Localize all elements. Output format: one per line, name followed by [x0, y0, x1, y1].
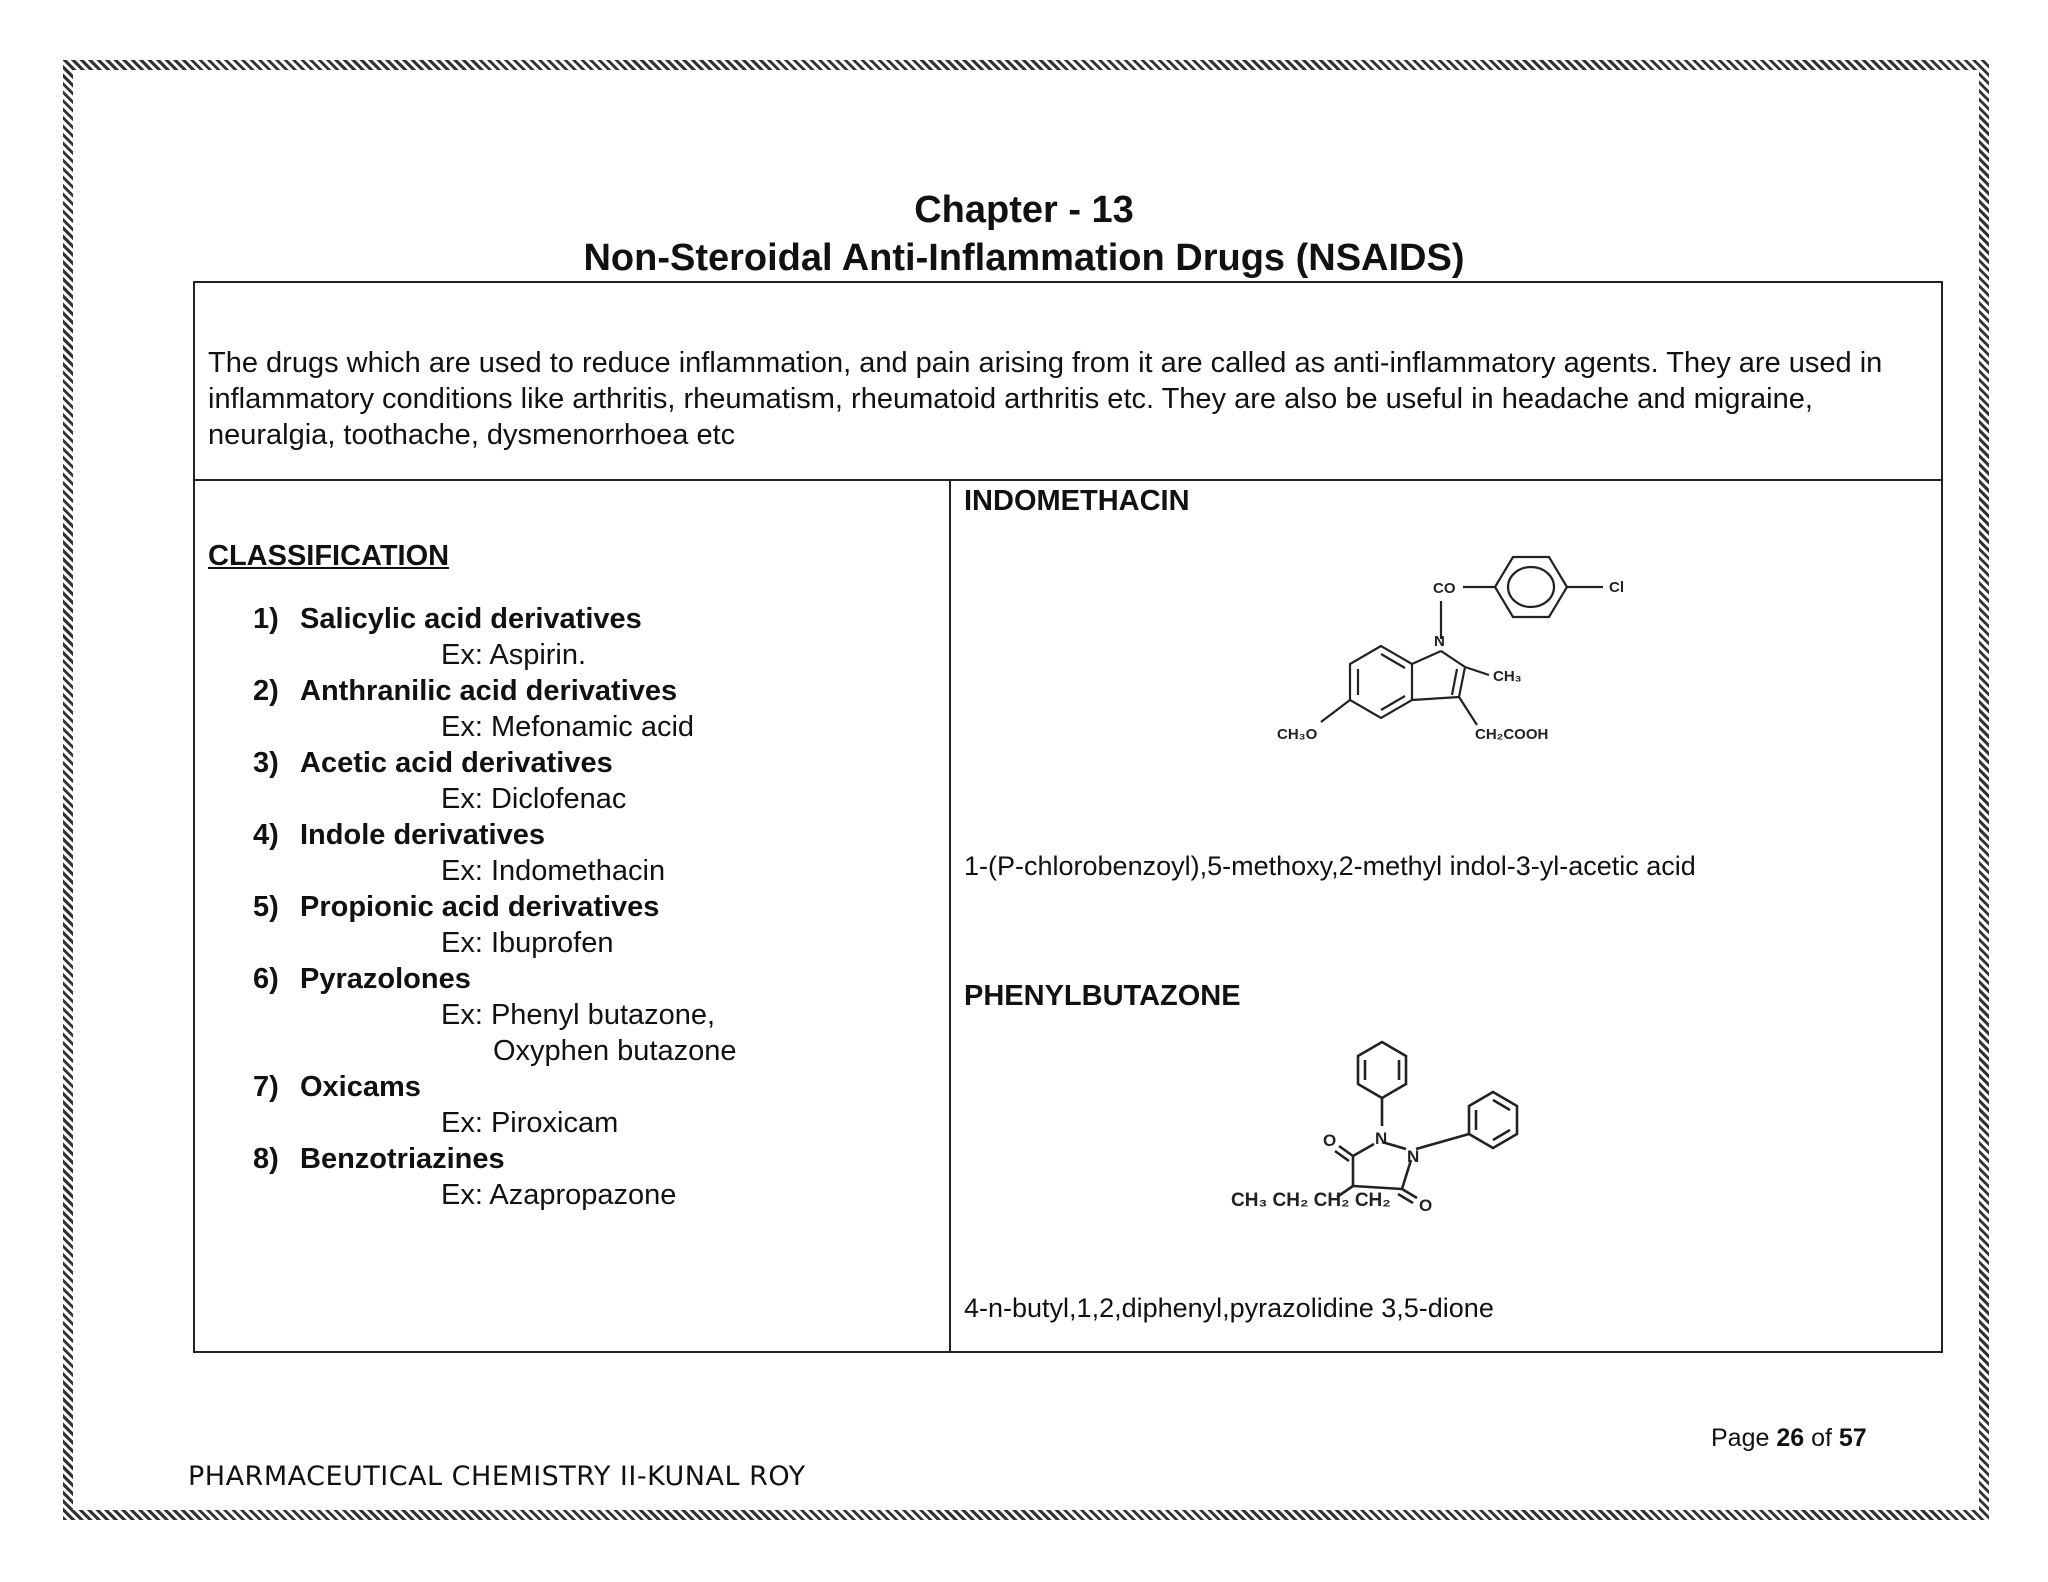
- chapter-title: Non-Steroidal Anti-Inflammation Drugs (NSAIDS): [583, 237, 1465, 279]
- indole-benzene-ring: [1350, 646, 1412, 718]
- ch2cooh-label: CH₂COOH: [1475, 726, 1549, 743]
- ch3-label: CH₃: [1493, 668, 1522, 685]
- item-example: Ex: Phenyl butazone,: [441, 999, 716, 1031]
- item-example-continued: Oxyphen butazone: [493, 1035, 737, 1067]
- item-name: Anthranilic acid derivatives: [300, 675, 678, 707]
- o2-label: O: [1419, 1196, 1433, 1215]
- item-example: Ex: Diclofenac: [441, 783, 627, 815]
- indomethacin-structure: [1231, 549, 1701, 779]
- item-name: Salicylic acid derivatives: [300, 603, 642, 635]
- o1-label: O: [1323, 1131, 1337, 1150]
- book-footer: PHARMACEUTICAL CHEMISTRY II-KUNAL ROY: [188, 1461, 806, 1492]
- classification-list: [253, 601, 736, 1213]
- indomethacin-title: INDOMETHACIN: [964, 485, 1190, 517]
- item-example: Ex: Azapropazone: [441, 1179, 677, 1211]
- page-current: 26: [1776, 1424, 1805, 1452]
- item-number: 4): [253, 819, 279, 851]
- item-example: Ex: Aspirin.: [441, 639, 587, 671]
- item-example: Ex: Ibuprofen: [441, 927, 614, 959]
- n-label: N: [1434, 633, 1445, 650]
- item-number: 7): [253, 1071, 279, 1103]
- item-number: 8): [253, 1143, 279, 1175]
- ch3o-label: CH₃O: [1277, 726, 1318, 743]
- item-name: Oxicams: [300, 1071, 421, 1103]
- n1-label: N: [1375, 1129, 1388, 1148]
- list-item: [253, 1069, 736, 1141]
- co-label: CO: [1433, 580, 1456, 597]
- list-item: [253, 961, 736, 1069]
- item-example: Ex: Indomethacin: [441, 855, 666, 887]
- intro-cell: [195, 283, 1941, 481]
- item-example: Ex: Mefonamic acid: [441, 711, 695, 743]
- item-name: Benzotriazines: [300, 1143, 505, 1175]
- list-item: [253, 1141, 736, 1213]
- list-item: [253, 889, 736, 961]
- page-of: of: [1804, 1424, 1839, 1452]
- item-name: Propionic acid derivatives: [300, 891, 660, 923]
- item-name: Indole derivatives: [300, 819, 545, 851]
- item-number: 3): [253, 747, 279, 779]
- item-number: 6): [253, 963, 279, 995]
- item-example: Ex: Piroxicam: [441, 1107, 619, 1139]
- item-name: Pyrazolones: [300, 963, 471, 995]
- intro-text: The drugs which are used to reduce inflammation, and pain arising from it are called as anti-inflammatory agents. They are used in inflammatory conditions like arthritis, rheumatism, rheumatoid arthritis etc. They are also be useful in headache and migraine, neuralgia, toothache, dysmenorrhoea etc: [208, 347, 1883, 451]
- list-item: [253, 745, 736, 817]
- item-number: 2): [253, 675, 279, 707]
- chapter-label: Chapter - 13: [914, 189, 1134, 231]
- phenylbutazone-title: PHENYLBUTAZONE: [964, 980, 1241, 1012]
- list-item: [253, 817, 736, 889]
- n2-label: N: [1407, 1147, 1420, 1166]
- list-item: [253, 601, 736, 673]
- butyl-chain-label: CH₃ CH₂ CH₂ CH₂: [1231, 1190, 1391, 1211]
- content-table: [193, 281, 1943, 1353]
- classification-cell: [195, 481, 951, 1351]
- phenylbutazone-structure: [1231, 1036, 1611, 1256]
- page-title: [0, 186, 2048, 282]
- page-number: [1711, 1424, 1867, 1453]
- list-item: [253, 673, 736, 745]
- item-number: 5): [253, 891, 279, 923]
- item-number: 1): [253, 603, 279, 635]
- phenylbutazone-iupac: 4-n-butyl,1,2,diphenyl,pyrazolidine 3,5-dione: [964, 1293, 1494, 1323]
- classification-heading: CLASSIFICATION: [208, 540, 450, 572]
- cl-label: Cl: [1609, 579, 1624, 596]
- structures-cell: [951, 481, 1941, 1351]
- page-prefix: Page: [1711, 1424, 1777, 1452]
- indomethacin-iupac: 1-(P-chlorobenzoyl),5-methoxy,2-methyl indol-3-yl-acetic acid: [964, 851, 1696, 881]
- page-total: 57: [1838, 1424, 1867, 1452]
- item-name: Acetic acid derivatives: [300, 747, 613, 779]
